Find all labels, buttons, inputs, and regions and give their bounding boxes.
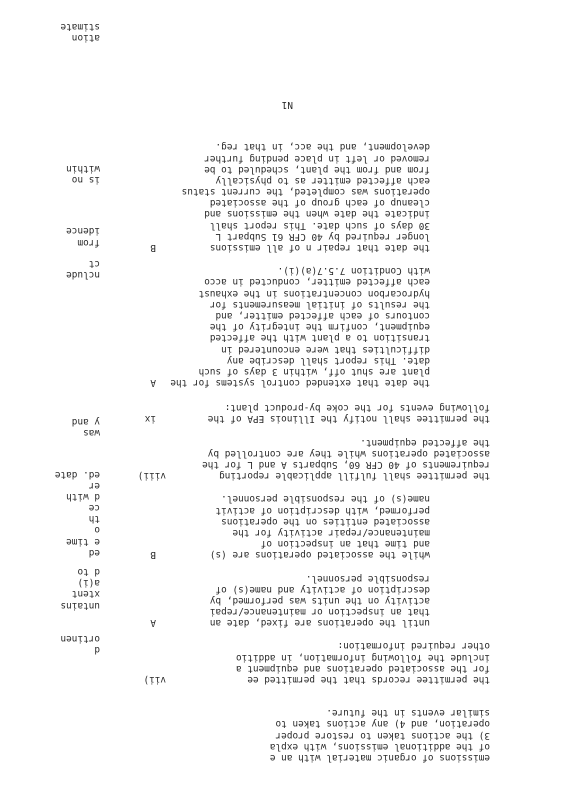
margin-note: ation bbox=[71, 31, 100, 43]
margin-note: d to bbox=[77, 566, 100, 578]
text-line: the permittee shall fulfill applicable reporting bbox=[219, 470, 490, 482]
margin-note: er bbox=[88, 479, 100, 491]
section-label: A bbox=[150, 377, 156, 389]
right-margin-notes bbox=[55, 21, 100, 656]
margin-note: ed bbox=[88, 546, 100, 558]
text-line: other required information: bbox=[337, 640, 490, 652]
text-line: associated entities on the operations bbox=[221, 515, 430, 527]
margin-note: untains bbox=[60, 599, 100, 611]
margin-note: ed. date bbox=[54, 468, 100, 480]
section-label: B bbox=[150, 549, 156, 561]
text-line: the date that extended control systems for the bbox=[170, 377, 430, 389]
section-label: ix bbox=[144, 413, 156, 425]
margin-note: ce bbox=[88, 502, 100, 514]
section-label: A bbox=[150, 617, 156, 629]
section-7 bbox=[150, 265, 526, 389]
text-line: emissions of organic material with an e bbox=[269, 752, 490, 763]
text-line: contours of each affected emitter, and bbox=[215, 310, 430, 321]
text-line: difficulties that were encountered in bbox=[221, 343, 430, 355]
text-line: from and from the plant, scheduled to be bbox=[204, 163, 430, 175]
page-label: N1 bbox=[281, 99, 293, 110]
margin-note: within bbox=[66, 163, 100, 175]
section-1 bbox=[170, 707, 526, 763]
margin-note: stimate bbox=[60, 20, 100, 32]
section-4 bbox=[150, 493, 526, 561]
text-line: similar events in the future. bbox=[326, 707, 490, 719]
margin-note: xtent bbox=[71, 588, 100, 600]
margin-note: e time bbox=[66, 535, 100, 547]
text-line: operations was completed, the current status bbox=[181, 186, 430, 198]
text-line: until the operations are fixed, date an bbox=[209, 617, 430, 629]
section-8 bbox=[150, 141, 526, 254]
text-line: with Condition 7.5.7(a)(i). bbox=[277, 265, 430, 277]
text-line: the results of initial measurements for bbox=[209, 298, 430, 310]
text-line: transition to a plant with the affected bbox=[209, 332, 430, 344]
margin-note: is no bbox=[71, 174, 100, 186]
margin-note: ortinen bbox=[60, 632, 100, 644]
text-line: cleanup of each group of the associated bbox=[209, 197, 430, 209]
margin-note: from bbox=[77, 236, 100, 248]
text-line: and time that an inspection of bbox=[260, 538, 430, 550]
margin-note: ct bbox=[88, 257, 100, 269]
text-line: indicate the date when the emissions and bbox=[204, 208, 430, 220]
text-line: description of activity and name(s) of bbox=[215, 583, 430, 595]
text-line: while the associated operations are (s) bbox=[209, 549, 430, 561]
text-line: each affected emitter, conducted in acco bbox=[204, 276, 430, 288]
text-line: each affected emitter as to physically bbox=[215, 174, 430, 186]
text-line: the affected equipment. bbox=[360, 436, 490, 448]
section-label: vii) bbox=[143, 674, 166, 686]
section-label: viii) bbox=[137, 470, 166, 482]
section-label: B bbox=[150, 242, 156, 254]
text-line: maintenance/repair activity for the bbox=[232, 527, 430, 538]
text-line: requirements of 40 CFR 60, Subparts A and L for the bbox=[202, 459, 490, 471]
margin-note: nclude bbox=[66, 269, 100, 280]
text-line: the permittee shall notify the Illinois EPA of the bbox=[207, 413, 490, 425]
text-line: removed or left in place pending further bbox=[204, 152, 430, 164]
text-line: associated operations while they are controlled by bbox=[207, 447, 490, 459]
margin-note: d with bbox=[66, 490, 100, 502]
section-5 bbox=[137, 436, 526, 482]
text-line: responsible personnel. bbox=[305, 572, 430, 584]
section-3 bbox=[150, 572, 526, 629]
margin-note: y and bbox=[71, 416, 100, 428]
margin-note: was bbox=[83, 427, 100, 439]
margin-note: o bbox=[94, 524, 100, 536]
text-line: longer required by 40 CFR 61 Subpart L bbox=[215, 230, 430, 242]
section-6 bbox=[144, 402, 526, 425]
text-line: plant are shut off, within 3 days of such bbox=[198, 365, 430, 377]
text-line: the date that repair n of all emissions bbox=[209, 242, 430, 254]
text-line: include the following information, in additio bbox=[236, 651, 490, 663]
text-line: 30 days of such date. This report shall bbox=[209, 219, 430, 231]
margin-note: idence bbox=[66, 225, 100, 237]
text-line: the permittee records that the permitted ee bbox=[247, 674, 490, 686]
text-line: operation, and 4) any actions taken to bbox=[275, 718, 490, 730]
text-line: development, and the acc, in that reg. bbox=[215, 141, 430, 153]
margin-note: th bbox=[88, 513, 100, 525]
margin-note: d bbox=[94, 644, 100, 655]
text-line: that an inspection or maintenance/repai bbox=[209, 606, 430, 618]
text-line: name(s) of the responsible personnel. bbox=[221, 493, 430, 505]
text-line: 3) the actions taken to restore proper bbox=[275, 729, 490, 741]
text-line: for the associated operations and equipment a bbox=[236, 662, 490, 674]
document-body bbox=[137, 141, 526, 763]
text-line: equipment, confirm the integrity of the bbox=[209, 321, 430, 333]
text-line: activity on the units was performed, by bbox=[209, 594, 430, 606]
text-line: date. This report shall describe any bbox=[226, 354, 430, 366]
text-line: of the additional emissions, with expla bbox=[269, 740, 490, 752]
text-line: performed, with description of activit bbox=[215, 504, 430, 516]
section-2 bbox=[143, 640, 526, 686]
text-line: hydrocarbon concentrations in the exhaust bbox=[198, 287, 430, 299]
text-line: following events for the coke by-product plant: bbox=[224, 402, 490, 414]
margin-note: a(i) bbox=[77, 577, 100, 589]
